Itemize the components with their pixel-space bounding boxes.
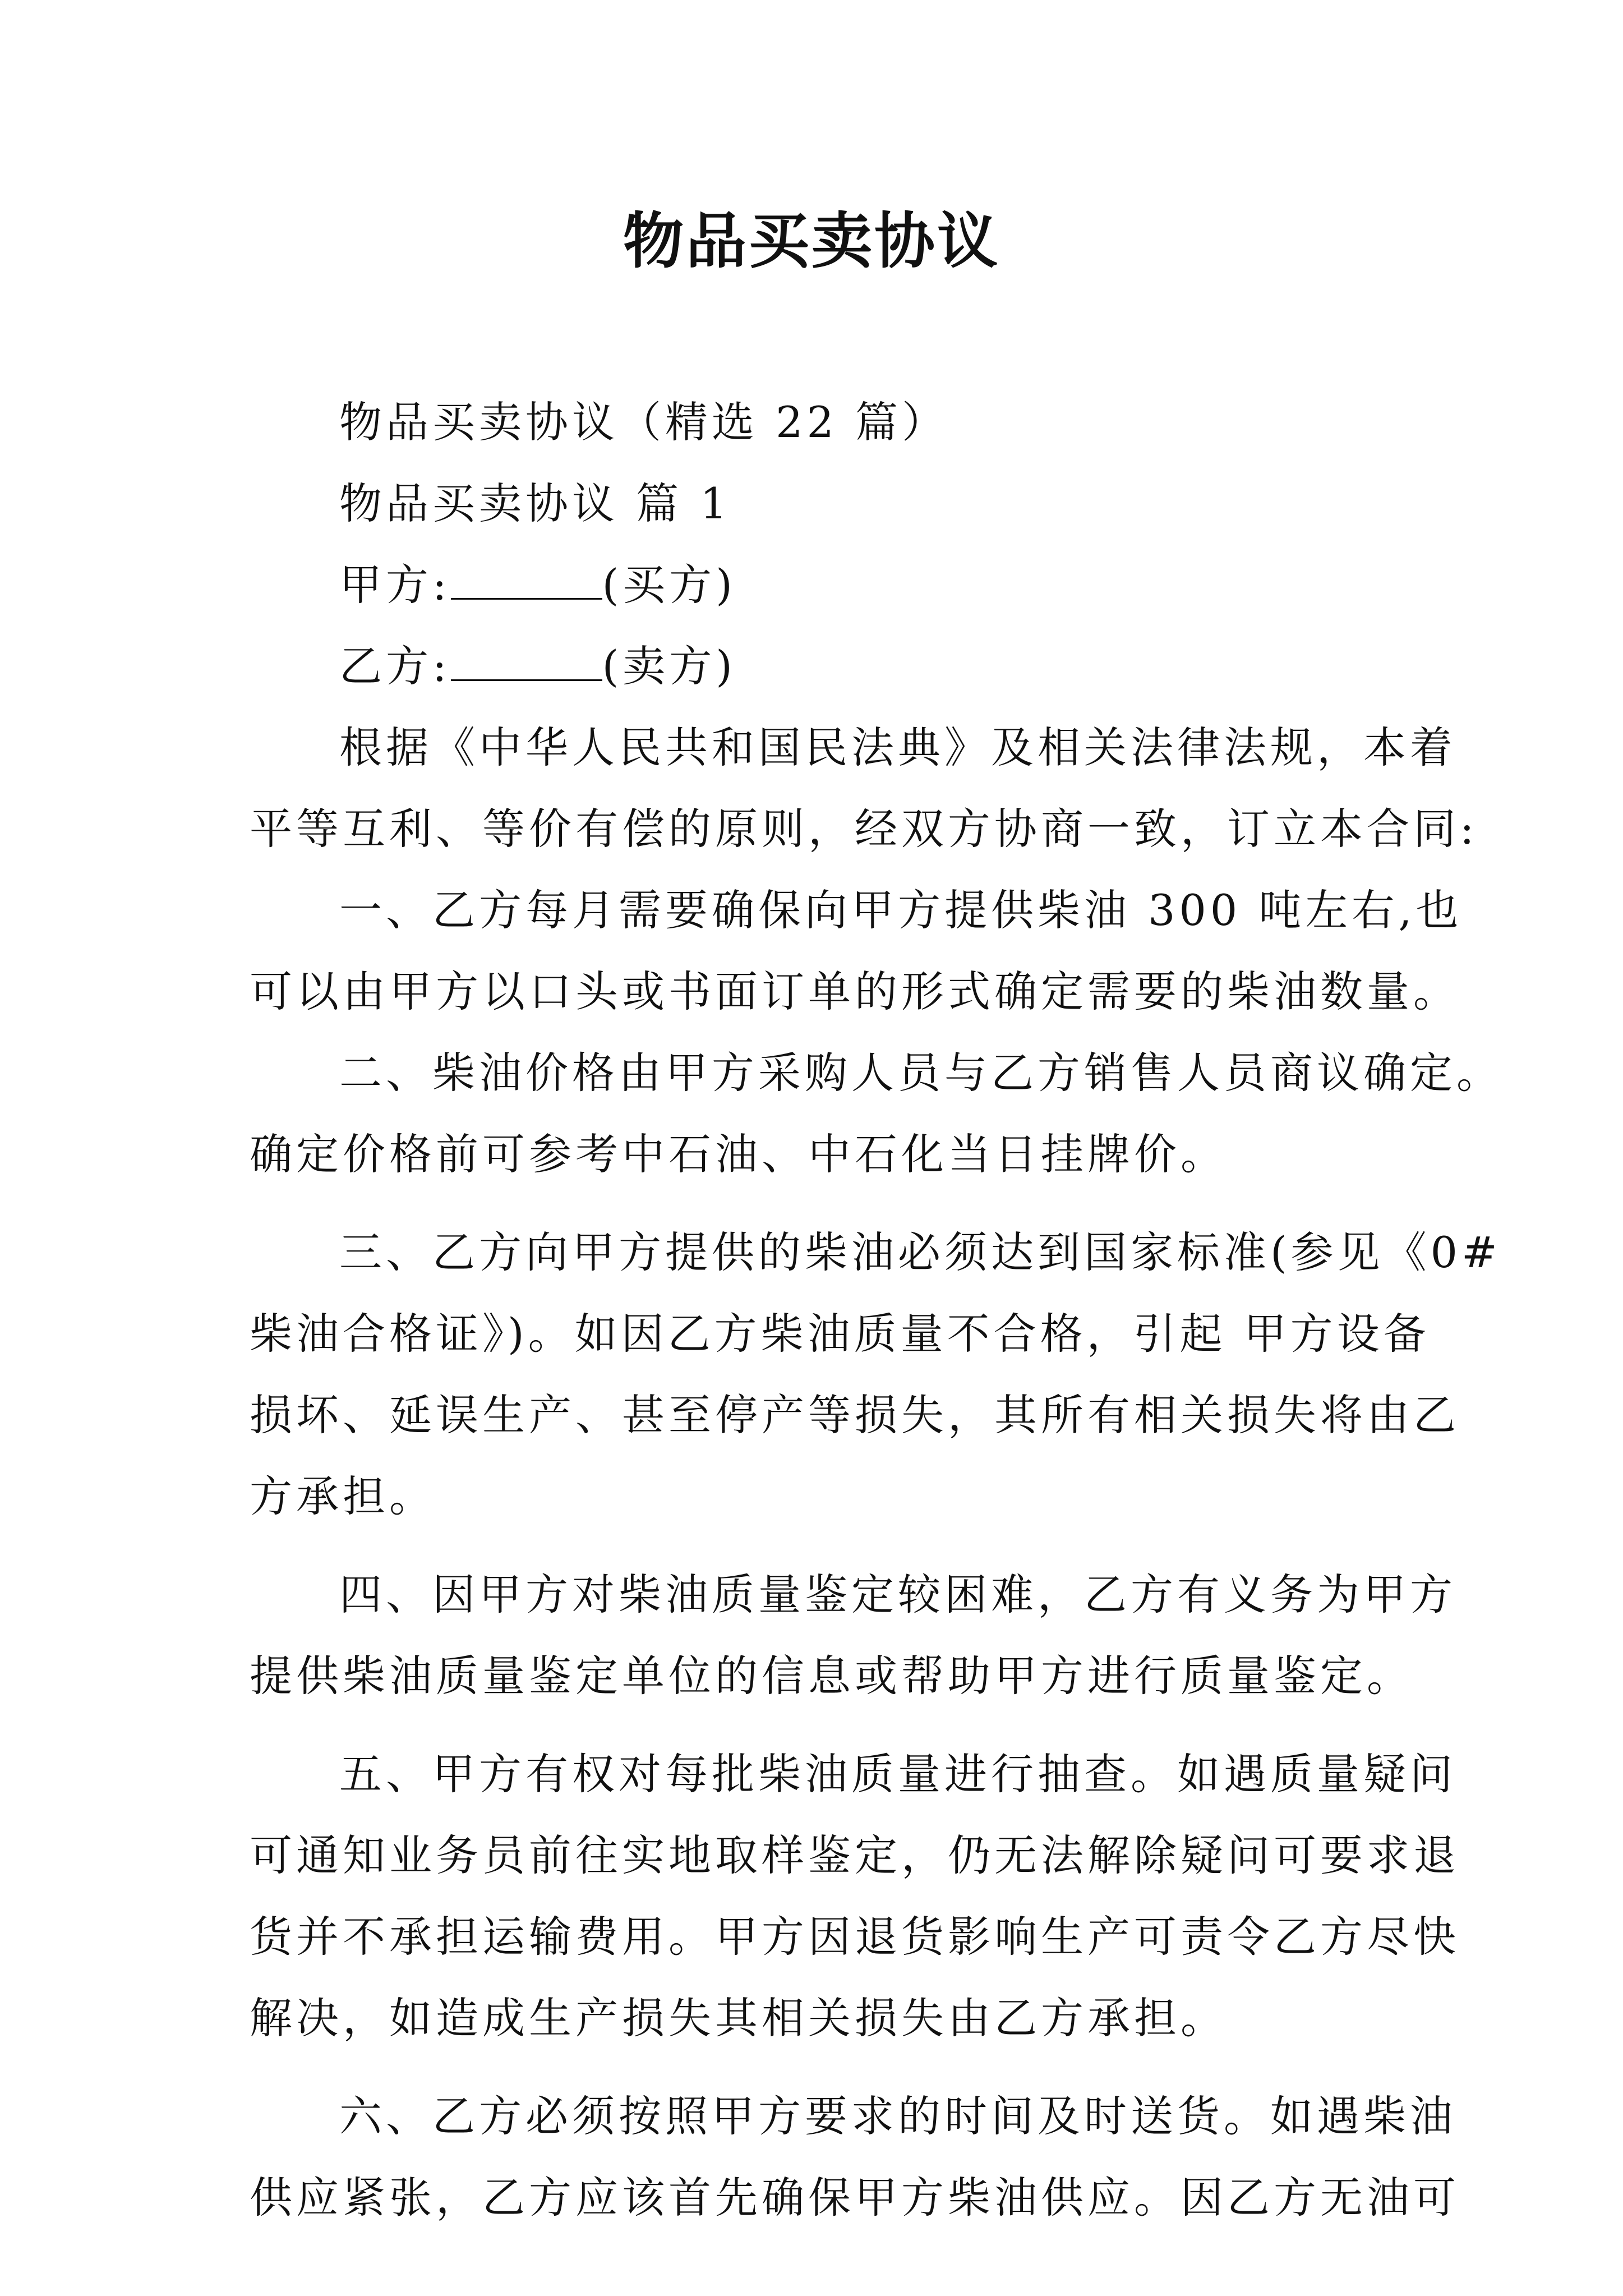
paragraph-line: 方承担。 <box>250 1471 436 1521</box>
party-a-label: 甲方: <box>339 560 451 610</box>
paragraph-clause-6 <box>250 2076 1460 2238</box>
document-subtitle: 物品买卖协议（精选 22 篇） <box>339 397 949 447</box>
paragraph-clause-3 <box>250 1212 1501 1537</box>
party-a-blank <box>451 564 602 600</box>
paragraph-clause-5 <box>250 1733 1460 2059</box>
paragraph-line: 三、乙方向甲方提供的柴油必须达到国家标准(参见《0# <box>339 1227 1501 1277</box>
paragraph-line: 平等互利、等价有偿的原则，经双方协商一致，订立本合同: <box>250 804 1478 854</box>
paragraph-line: 四、因甲方对柴油质量鉴定较困难，乙方有义务为甲方 <box>339 1570 1456 1619</box>
paragraph-line: 柴油合格证》)。如因乙方柴油质量不合格，引起 甲方设备 <box>250 1309 1430 1359</box>
paragraph-line: 损坏、延误生产、甚至停产等损失，其所有相关损失将由乙 <box>250 1390 1460 1440</box>
paragraph-preamble <box>250 707 1478 869</box>
paragraph-line: 可以由甲方以口头或书面订单的形式确定需要的柴油数量。 <box>250 967 1460 1016</box>
paragraph-line: 一、乙方每月需要确保向甲方提供柴油 300 吨左右,也 <box>339 885 1463 935</box>
paragraph-line: 供应紧张，乙方应该首先确保甲方柴油供应。因乙方无油可 <box>250 2173 1460 2223</box>
party-a-line <box>250 544 1382 625</box>
party-b-role: (卖方) <box>602 641 736 691</box>
document-body <box>250 381 1503 2238</box>
paragraph-line: 解决，如造成生产损失其相关损失由乙方承担。 <box>250 1993 1227 2043</box>
paragraph-line: 确定价格前可参考中石油、中石化当日挂牌价。 <box>250 1129 1227 1179</box>
paragraph-line: 可通知业务员前往实地取样鉴定，仍无法解除疑问可要求退 <box>250 1830 1460 1880</box>
party-b-line <box>250 625 1382 707</box>
paragraph-line: 货并不承担运输费用。甲方因退货影响生产可责令乙方尽快 <box>250 1912 1460 1962</box>
paragraph-line: 五、甲方有权对每批柴油质量进行抽查。如遇质量疑问 <box>339 1749 1456 1799</box>
party-b-blank <box>451 646 602 681</box>
paragraph-clause-2 <box>250 1032 1503 1195</box>
section-heading: 物品买卖协议 篇 1 <box>339 478 731 528</box>
paragraph-line: 六、乙方必须按照甲方要求的时间及时送货。如遇柴油 <box>339 2091 1456 2141</box>
paragraph-line: 二、柴油价格由甲方采购人员与乙方销售人员商议确定。 <box>339 1048 1503 1098</box>
paragraph-clause-1 <box>250 869 1463 1032</box>
party-a-role: (买方) <box>602 560 736 610</box>
paragraph-line: 提供柴油质量鉴定单位的信息或帮助甲方进行质量鉴定。 <box>250 1651 1413 1701</box>
paragraph-clause-4 <box>250 1554 1456 1717</box>
paragraph-line: 根据《中华人民共和国民法典》及相关法律法规，本着 <box>339 723 1456 772</box>
party-b-label: 乙方: <box>339 641 451 691</box>
document-title: 物品买卖协议 <box>623 206 1000 277</box>
